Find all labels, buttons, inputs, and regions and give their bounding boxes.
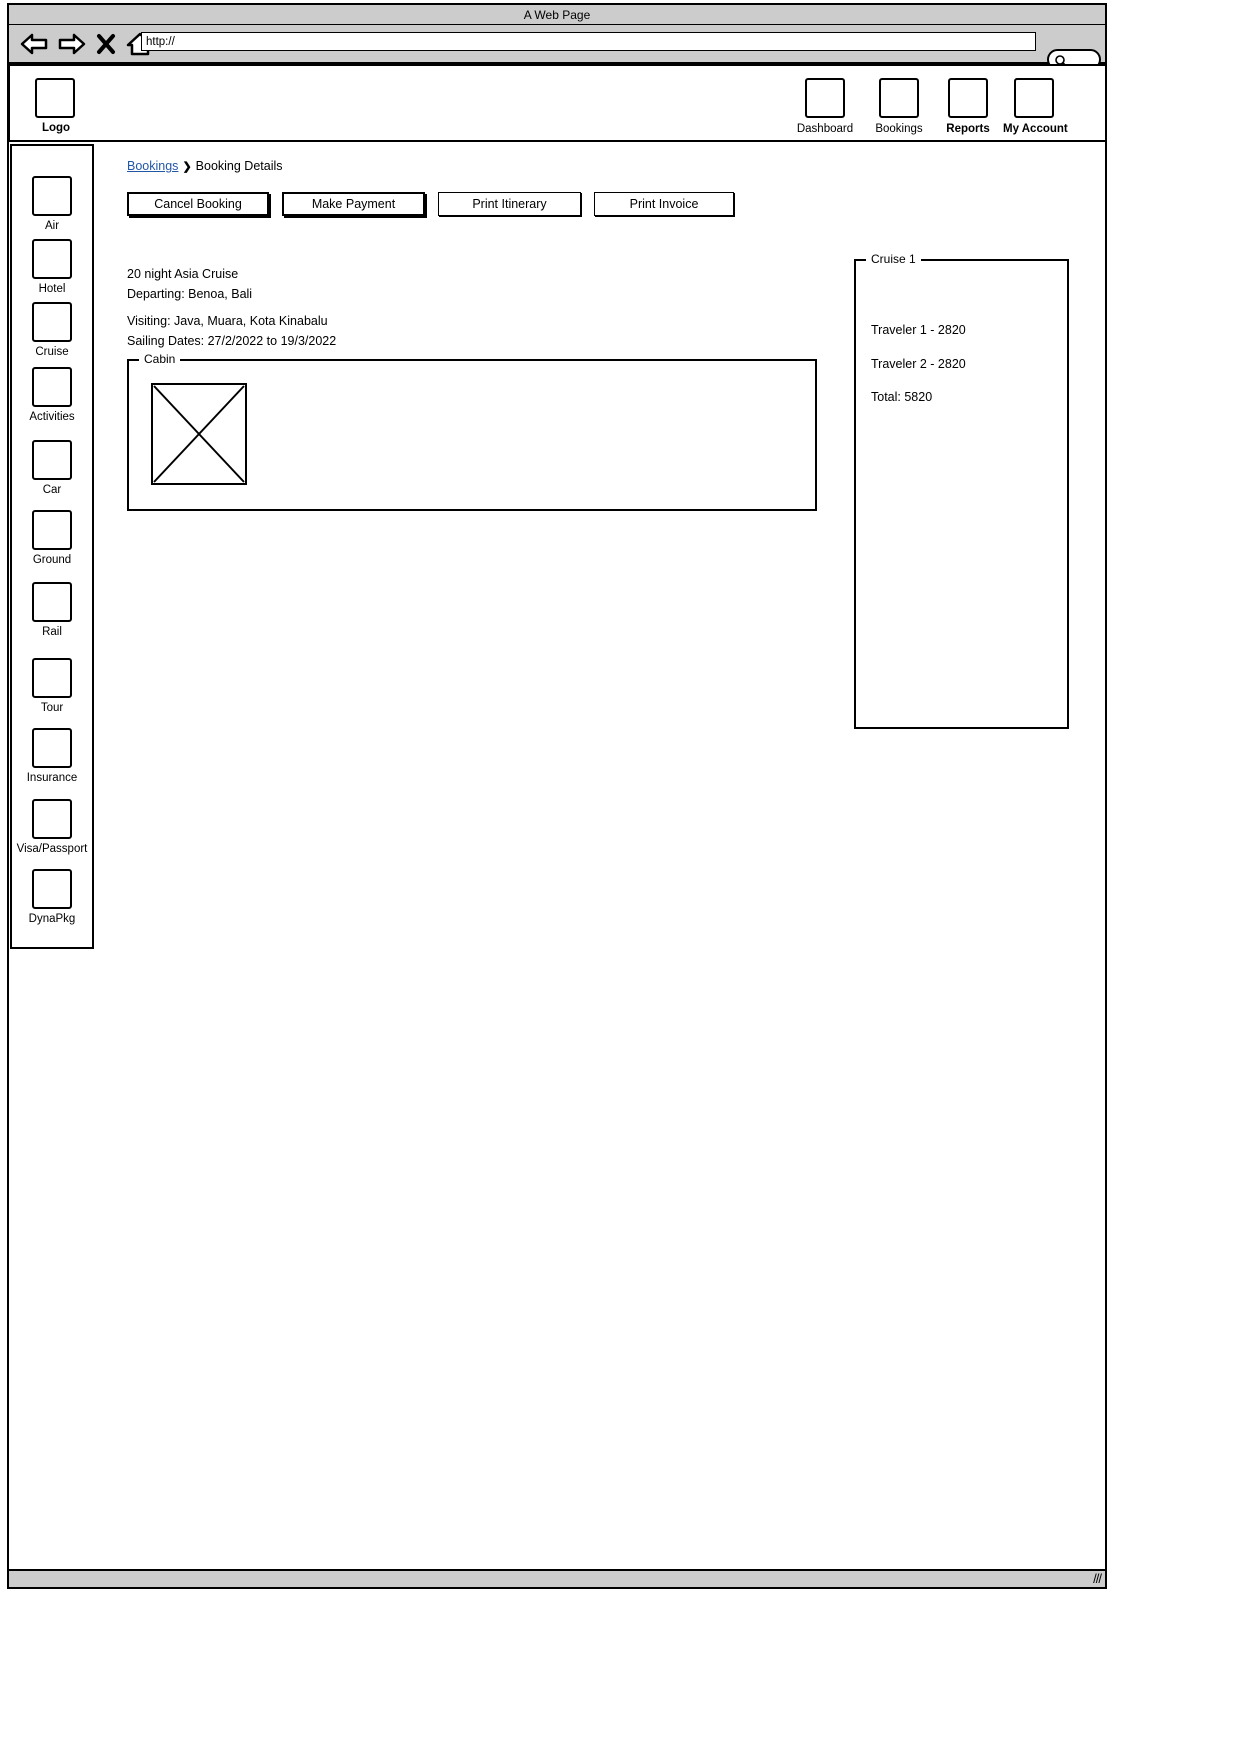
sidebar-item-car[interactable] (12, 440, 92, 496)
url-input[interactable] (141, 32, 1036, 51)
sidebar-label-car: Car (42, 484, 62, 496)
sidebar-item-activities[interactable] (12, 367, 92, 423)
sidebar-label-ground: Ground (32, 554, 72, 566)
insurance-icon (32, 728, 72, 768)
booking-visiting: Visiting: Java, Muara, Kota Kinabalu (127, 314, 328, 328)
close-icon[interactable] (95, 31, 117, 57)
print-itinerary-button[interactable]: Print Itinerary (438, 192, 581, 216)
booking-departing: Departing: Benoa, Bali (127, 287, 253, 301)
forward-arrow-icon[interactable] (57, 30, 87, 58)
breadcrumb (127, 159, 283, 173)
nav-item-my-account[interactable] (1003, 78, 1068, 135)
nav-label-reports: Reports (946, 123, 990, 135)
sidebar-item-ground[interactable] (12, 510, 92, 566)
cruise-icon (32, 302, 72, 342)
sidebar-label-rail: Rail (42, 626, 62, 638)
cabin-image-placeholder (151, 383, 247, 485)
cabin-section (127, 352, 817, 511)
resize-grip-icon[interactable]: /// (1093, 1571, 1101, 1586)
rail-icon (32, 582, 72, 622)
dashboard-icon (805, 78, 845, 118)
traveler-1-price: Traveler 1 - 2820 (871, 323, 966, 337)
browser-window (7, 3, 1107, 1589)
reports-icon (948, 78, 988, 118)
sidebar-label-insurance: Insurance (26, 772, 78, 784)
sidebar-item-insurance[interactable] (12, 728, 92, 784)
nav-label-my-account: My Account (1003, 123, 1068, 135)
breadcrumb-separator-icon: ❯ (182, 161, 192, 173)
bookings-icon (879, 78, 919, 118)
breadcrumb-link-bookings[interactable]: Bookings (127, 159, 179, 173)
nav-item-dashboard[interactable] (794, 78, 856, 135)
back-arrow-icon[interactable] (19, 30, 49, 58)
cruise-summary-section (854, 252, 1069, 729)
cabin-legend: Cabin (139, 352, 180, 366)
logo-icon[interactable] (35, 78, 75, 118)
browser-status-bar (9, 1569, 1105, 1587)
car-icon (32, 440, 72, 480)
sidebar-item-visa-passport[interactable] (12, 799, 92, 855)
print-invoice-button[interactable]: Print Invoice (594, 192, 734, 216)
sidebar-item-air[interactable] (12, 176, 92, 232)
visa-passport-icon (32, 799, 72, 839)
logo-label: Logo (41, 122, 71, 134)
make-payment-button[interactable]: Make Payment (282, 192, 425, 216)
sidebar-item-hotel[interactable] (12, 239, 92, 295)
dynapkg-icon (32, 869, 72, 909)
sidebar-label-cruise: Cruise (35, 346, 69, 358)
traveler-2-price: Traveler 2 - 2820 (871, 357, 966, 371)
browser-nav-icons (19, 30, 155, 58)
sidebar-label-air: Air (44, 220, 60, 232)
sidebar-label-visa-passport: Visa/Passport (16, 843, 88, 855)
nav-label-bookings: Bookings (875, 123, 923, 135)
sidebar-item-cruise[interactable] (12, 302, 92, 358)
activities-icon (32, 367, 72, 407)
tour-icon (32, 658, 72, 698)
sidebar-item-dynapkg[interactable] (12, 869, 92, 925)
sidebar-label-activities: Activities (29, 411, 75, 423)
cruise-legend: Cruise 1 (866, 252, 921, 266)
booking-summary (127, 264, 336, 351)
sidebar-item-rail[interactable] (12, 582, 92, 638)
browser-title: A Web Page (9, 5, 1105, 25)
sidebar-label-dynapkg: DynaPkg (28, 913, 76, 925)
sidebar (10, 144, 94, 949)
air-icon (32, 176, 72, 216)
booking-title: 20 night Asia Cruise (127, 267, 239, 281)
cruise-total: Total: 5820 (871, 390, 933, 404)
main-panel (119, 159, 1105, 1569)
sidebar-label-hotel: Hotel (38, 283, 66, 295)
account-icon (1014, 78, 1054, 118)
sidebar-label-tour: Tour (40, 702, 64, 714)
nav-item-reports[interactable] (937, 78, 999, 135)
nav-item-bookings[interactable] (868, 78, 930, 135)
sidebar-item-tour[interactable] (12, 658, 92, 714)
page-content (9, 64, 1105, 1569)
cancel-booking-button[interactable]: Cancel Booking (127, 192, 269, 216)
action-button-row (127, 192, 734, 216)
app-header (9, 64, 1105, 142)
nav-label-dashboard: Dashboard (796, 123, 854, 135)
ground-icon (32, 510, 72, 550)
browser-toolbar (9, 25, 1105, 64)
hotel-icon (32, 239, 72, 279)
breadcrumb-current: Booking Details (195, 159, 283, 173)
booking-sailing-dates: Sailing Dates: 27/2/2022 to 19/3/2022 (127, 334, 337, 348)
